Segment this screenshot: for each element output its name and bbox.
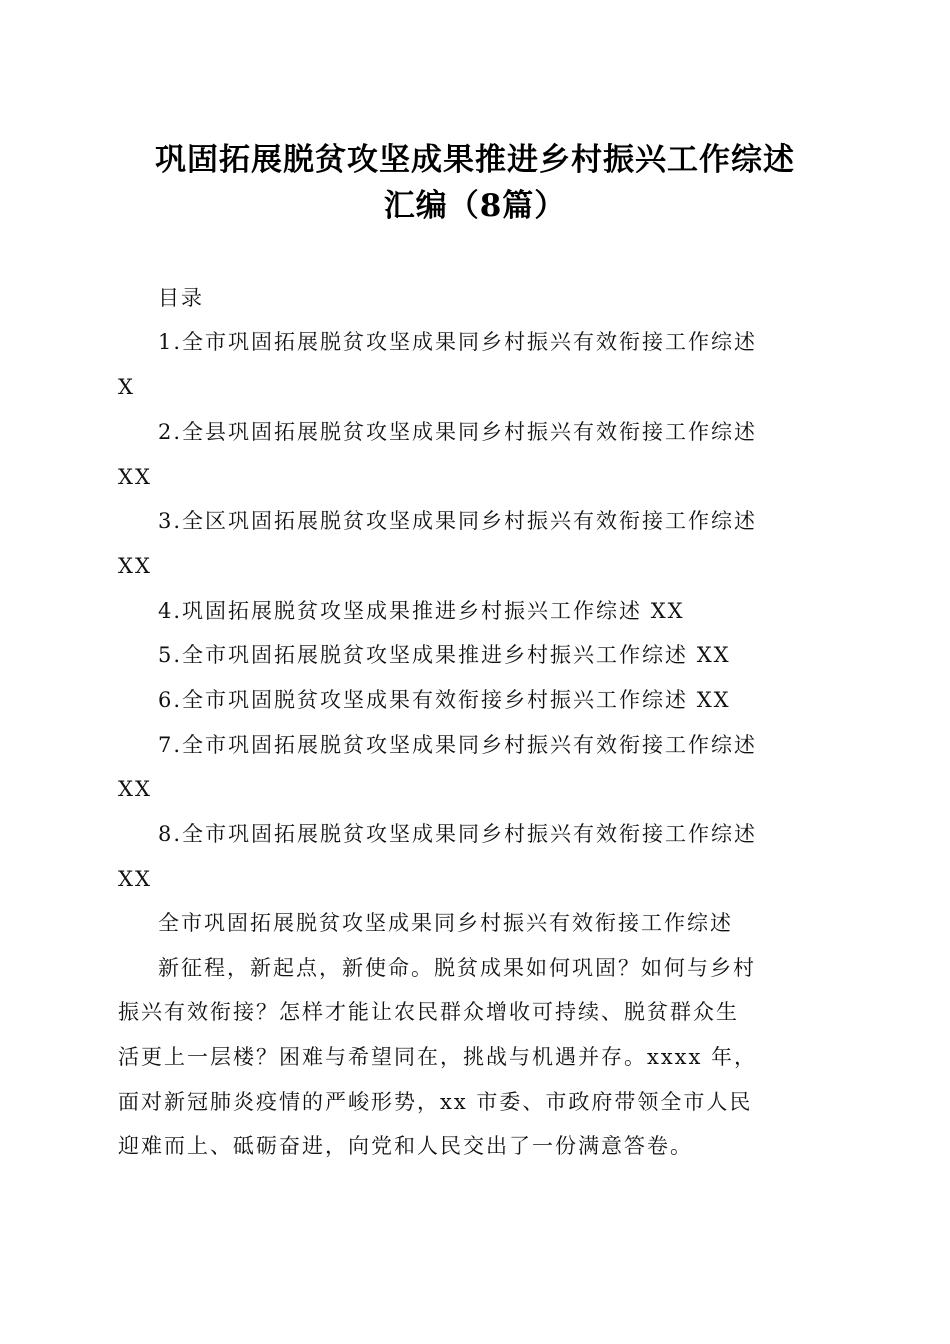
toc-item-1: 1.全市巩固拓展脱贫攻坚成果同乡村振兴有效衔接工作综述 xyxy=(158,330,758,354)
body-line-5: 迎难而上、砥砺奋进，向党和人民交出了一份满意答卷。 xyxy=(118,1134,693,1158)
toc-item-4: 4.巩固拓展脱贫攻坚成果推进乡村振兴工作综述 XX xyxy=(158,599,685,623)
toc-item-2: 2.全县巩固拓展脱贫攻坚成果同乡村振兴有效衔接工作综述 xyxy=(158,420,758,444)
document-title-line-2: 汇编（8篇） xyxy=(383,188,567,224)
body-line-1: 新征程，新起点，新使命。脱贫成果如何巩固？如何与乡村 xyxy=(158,956,756,980)
body-line-4: 面对新冠肺炎疫情的严峻形势，xx 市委、市政府带领全市人民 xyxy=(118,1090,753,1114)
document-title-line-1: 巩固拓展脱贫攻坚成果推进乡村振兴工作综述 xyxy=(155,142,795,178)
section-heading: 全市巩固拓展脱贫攻坚成果同乡村振兴有效衔接工作综述 xyxy=(158,911,733,935)
toc-item-5: 5.全市巩固拓展脱贫攻坚成果推进乡村振兴工作综述 XX xyxy=(158,643,731,667)
toc-item-8: 8.全市巩固拓展脱贫攻坚成果同乡村振兴有效衔接工作综述 xyxy=(158,822,758,846)
toc-item-2-suffix: XX xyxy=(118,465,152,489)
toc-item-8-suffix: XX xyxy=(118,867,152,891)
toc-item-7: 7.全市巩固拓展脱贫攻坚成果同乡村振兴有效衔接工作综述 xyxy=(158,733,758,757)
toc-item-7-suffix: XX xyxy=(118,777,152,801)
toc-item-6: 6.全市巩固脱贫攻坚成果有效衔接乡村振兴工作综述 XX xyxy=(158,688,731,712)
toc-item-3: 3.全区巩固拓展脱贫攻坚成果同乡村振兴有效衔接工作综述 xyxy=(158,509,758,533)
body-line-2: 振兴有效衔接？怎样才能让农民群众增收可持续、脱贫群众生 xyxy=(118,1000,739,1024)
body-line-3: 活更上一层楼？困难与希望同在，挑战与机遇并存。xxxx 年， xyxy=(118,1045,758,1069)
toc-heading: 目录 xyxy=(158,286,204,310)
toc-item-1-suffix: X xyxy=(118,375,135,399)
toc-item-3-suffix: XX xyxy=(118,554,152,578)
